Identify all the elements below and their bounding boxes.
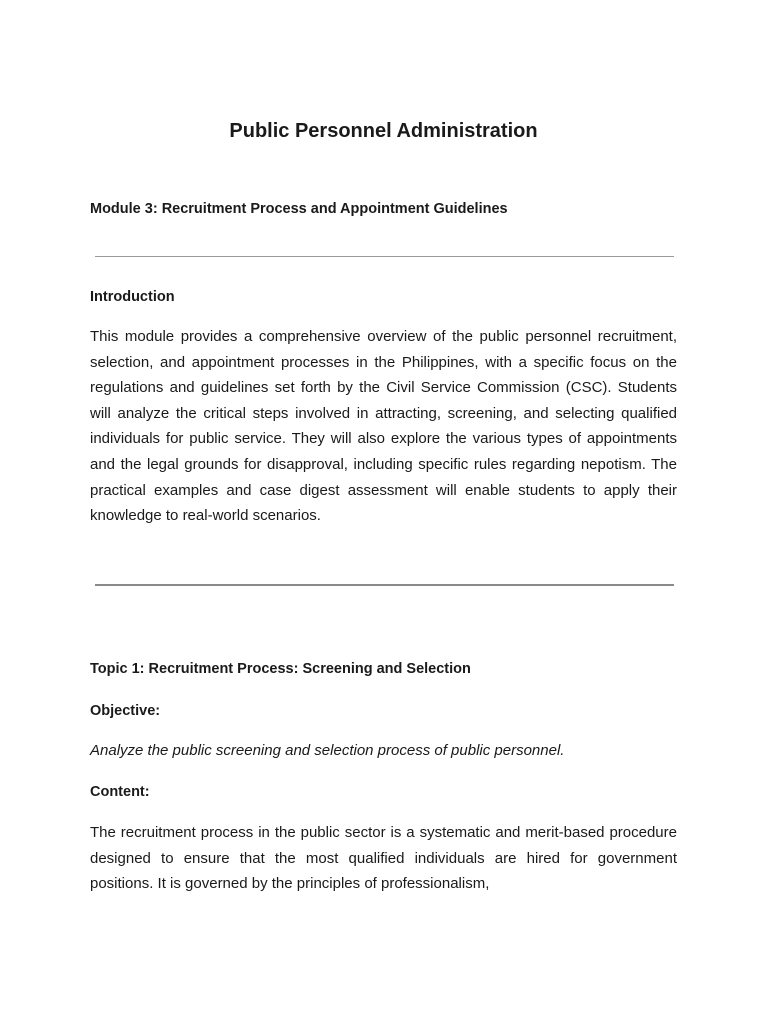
divider: [95, 584, 674, 586]
introduction-heading: Introduction: [90, 289, 175, 305]
divider: [95, 256, 674, 257]
objective-heading: Objective:: [90, 703, 161, 719]
introduction-paragraph: This module provides a comprehensive overview of the public personnel recruitment, selection, and appointment processes in the Philippines, with a specific focus on the regulations and guidelines set forth by the Civil Service Commission (CSC). Students will analyze the critical steps involved in attracting, screening, and selecting qualified individuals for public service. They will also explore the various types of appointments and the legal grounds for disapproval, including specific rules regarding nepotism. The practical examples and case digest assessment will enable students to apply their knowledge to real-world scenarios.: [90, 328, 677, 525]
module-heading: Module 3: Recruitment Process and Appointment Guidelines: [90, 201, 508, 217]
objective-text: Analyze the public screening and selection process of public personnel.: [90, 742, 565, 759]
content-paragraph: The recruitment process in the public sector is a systematic and merit-based procedure designed to ensure that the most qualified individuals are hired for government positions. It is governed by the principles of professionalism,: [90, 824, 677, 893]
content-heading: Content:: [90, 784, 150, 800]
topic-heading: Topic 1: Recruitment Process: Screening and Selection: [90, 661, 471, 677]
document-title: Public Personnel Administration: [229, 120, 538, 142]
